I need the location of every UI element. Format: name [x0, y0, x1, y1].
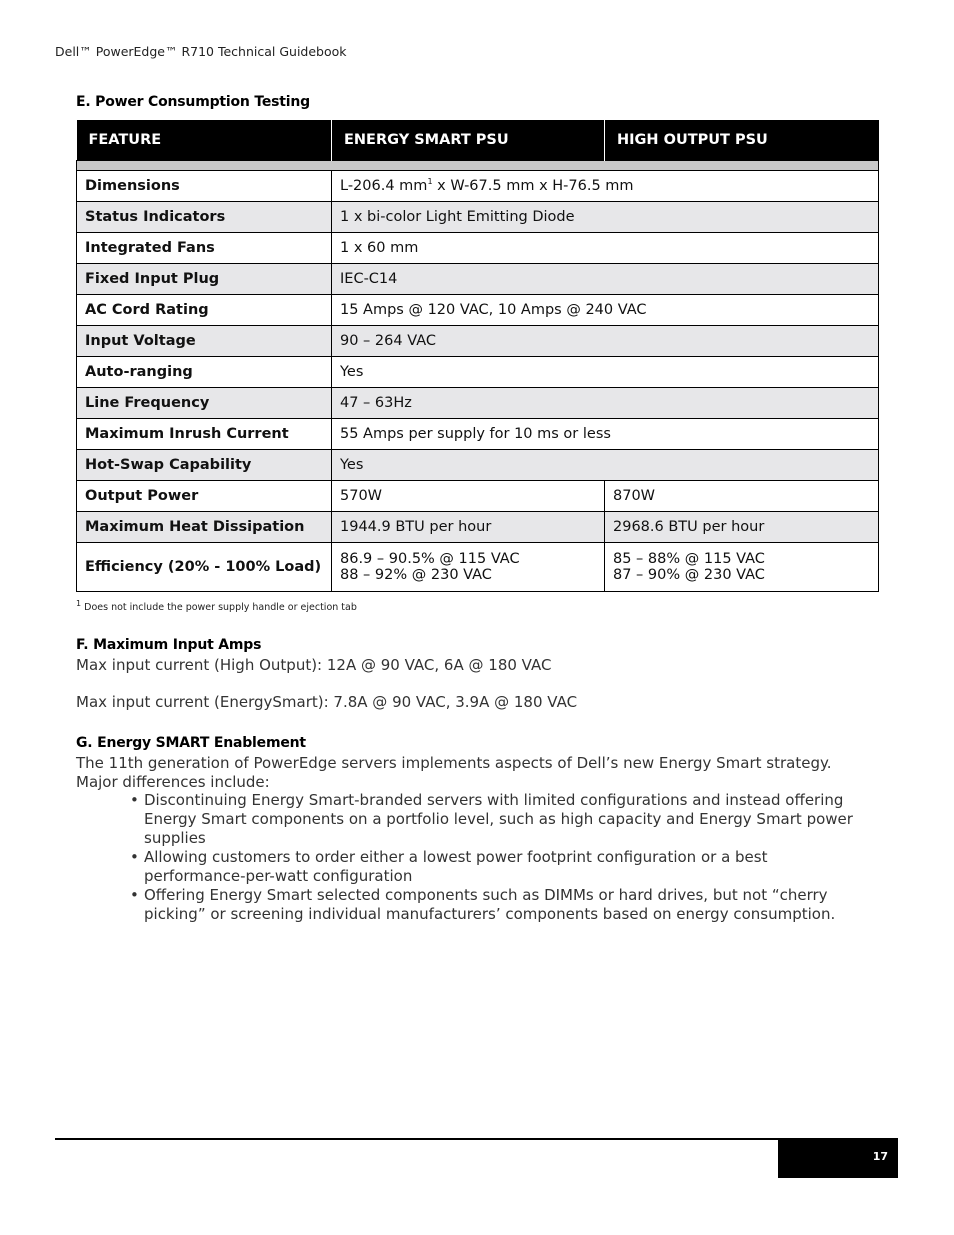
value-cell: 1 x 60 mm [332, 233, 879, 264]
table-row [77, 450, 879, 481]
feature-cell: Status Indicators [77, 202, 332, 233]
bullet-icon: • [130, 886, 139, 904]
spacer-cell [77, 161, 879, 171]
value-text: L-206.4 mm [340, 178, 428, 194]
feature-cell: Input Voltage [77, 326, 332, 357]
max-input-energy-smart: Max input current (EnergySmart): 7.8A @ 90 VAC, 3.9A @ 180 VAC [76, 693, 578, 711]
value-cell: 47 – 63Hz [332, 388, 879, 419]
energy-smart-cell: 570W [332, 481, 605, 512]
list-item-text: Allowing customers to order either a lowest power footprint configuration or a best performance-per-watt configuration [144, 848, 768, 885]
energy-smart-cell [332, 543, 605, 592]
table-footnote [76, 598, 357, 613]
list-item [130, 848, 870, 886]
high-output-cell [605, 543, 879, 592]
table-row [77, 481, 879, 512]
footnote-mark: 1 [427, 177, 433, 187]
feature-cell: Output Power [77, 481, 332, 512]
value-cell: IEC-C14 [332, 264, 879, 295]
feature-cell: Line Frequency [77, 388, 332, 419]
footnote-mark: 1 [76, 598, 82, 608]
differences-list [130, 791, 870, 924]
column-header-energy-smart: ENERGY SMART PSU [332, 120, 605, 161]
feature-cell: Maximum Heat Dissipation [77, 512, 332, 543]
feature-cell: Auto-ranging [77, 357, 332, 388]
high-output-cell: 2968.6 BTU per hour [605, 512, 879, 543]
table-row [77, 233, 879, 264]
table-row [77, 171, 879, 202]
energy-smart-cell: 1944.9 BTU per hour [332, 512, 605, 543]
table-row [77, 202, 879, 233]
bullet-icon: • [130, 848, 139, 866]
section-g-heading: G. Energy SMART Enablement [76, 735, 306, 751]
running-header: Dell™ PowerEdge™ R710 Technical Guidebook [55, 44, 347, 59]
section-f-heading: F. Maximum Input Amps [76, 637, 262, 653]
table-header-row [77, 120, 879, 161]
cell-line: 87 – 90% @ 230 VAC [613, 567, 765, 583]
cell-line: 88 – 92% @ 230 VAC [340, 567, 492, 583]
section-g-intro: The 11th generation of PowerEdge servers implements aspects of Dell’s new Energy Smart strategy. Major differences include: [76, 754, 832, 791]
feature-cell: Efficiency (20% - 100% Load) [77, 543, 332, 592]
table-row [77, 264, 879, 295]
cell-line: 86.9 – 90.5% @ 115 VAC [340, 551, 520, 567]
section-e-heading: E. Power Consumption Testing [76, 94, 310, 110]
list-item [130, 886, 870, 924]
page-number-box [778, 1138, 898, 1178]
feature-cell: Hot-Swap Capability [77, 450, 332, 481]
table-row [77, 388, 879, 419]
power-spec-table [76, 120, 879, 592]
bullet-icon: • [130, 791, 139, 809]
table-row [77, 326, 879, 357]
table-row [77, 295, 879, 326]
column-header-feature: FEATURE [77, 120, 332, 161]
list-item-text: Offering Energy Smart selected components such as DIMMs or hard drives, but not “cherry picking” or screening individual manufacturers’ components based on energy consumption. [144, 886, 836, 923]
footnote-text: Does not include the power supply handle or ejection tab [84, 602, 357, 613]
feature-cell: AC Cord Rating [77, 295, 332, 326]
page-number: 17 [872, 1150, 888, 1163]
value-cell: Yes [332, 450, 879, 481]
value-cell [332, 171, 879, 202]
feature-cell: Dimensions [77, 171, 332, 202]
table-spacer-row [77, 161, 879, 171]
value-cell: 90 – 264 VAC [332, 326, 879, 357]
list-item-text: Discontinuing Energy Smart-branded servers with limited configurations and instead offering Energy Smart components on a portfolio level, such as high capacity and Energy Smart power supplies [144, 791, 853, 847]
value-cell: Yes [332, 357, 879, 388]
column-header-high-output: HIGH OUTPUT PSU [605, 120, 879, 161]
list-item [130, 791, 870, 848]
cell-line: 85 – 88% @ 115 VAC [613, 551, 765, 567]
footer-rule [55, 1138, 898, 1140]
feature-cell: Maximum Inrush Current [77, 419, 332, 450]
value-text-continued: x W-67.5 mm x H-76.5 mm [432, 178, 634, 194]
feature-cell: Integrated Fans [77, 233, 332, 264]
table-row [77, 512, 879, 543]
max-input-high-output: Max input current (High Output): 12A @ 90 VAC, 6A @ 180 VAC [76, 656, 552, 674]
high-output-cell: 870W [605, 481, 879, 512]
value-cell: 15 Amps @ 120 VAC, 10 Amps @ 240 VAC [332, 295, 879, 326]
value-cell: 55 Amps per supply for 10 ms or less [332, 419, 879, 450]
value-cell: 1 x bi-color Light Emitting Diode [332, 202, 879, 233]
table-row [77, 543, 879, 592]
table-row [77, 357, 879, 388]
feature-cell: Fixed Input Plug [77, 264, 332, 295]
table-row [77, 419, 879, 450]
